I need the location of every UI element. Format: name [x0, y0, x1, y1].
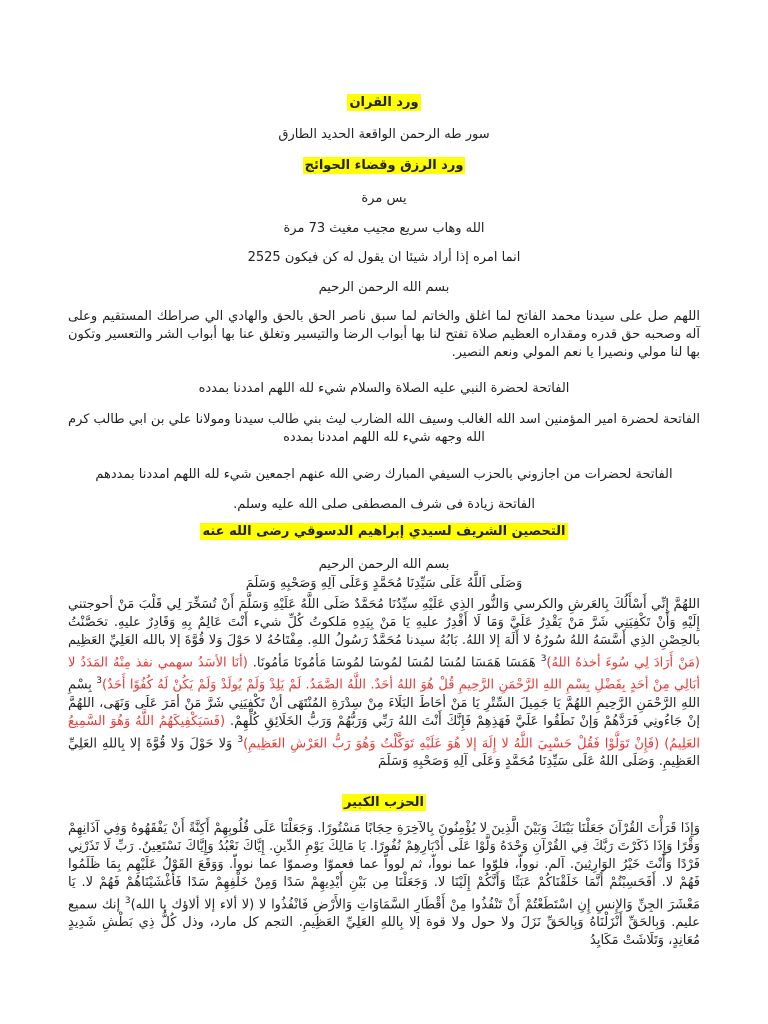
footnote-marker: 3	[96, 676, 102, 687]
salat-fatih-paragraph: اللهم صل على سيدنا محمد الفاتح لما اغلق والخاتم لما سبق ناصر الحق بالحق والهادي الي صراطك المستقيم وعلى آله وصحبه حق قدره ومقداره العظيم صلاة تفتح لنا بها أبواب الرضا والتيسير وتغلق عنا بها أبواب الشر والتعسير وتكون بها لنا مولي ونصيرا يا نعم المولي ونعم النصير.	[68, 309, 700, 360]
footnote-marker: 3	[124, 896, 131, 906]
heading-wird-quran: ورد القران	[349, 95, 419, 110]
hizb-text-2: إنك سميع عليم. وَبِالحَقِّ أَنْزَلْنَاهُ وَبِالحَقِّ نَزَلَ ولا حول ولا قوة إلا بِاللهِ العَلِيِّ العَظِيمِ. التجم كل مارد، وذل كُلُّ ذِي بَطْشِ شَدِيدٍ مُعَانِدٍ، وَتَلَاشَتْ مَكَايِدُ	[68, 897, 700, 949]
names-line: الله وهاب سريع مجيب مغيث 73 مرة	[283, 221, 485, 236]
tahseen-red-1: (مَنْ أَرَادَ لِي سُوءَ أخذهُ اللهُ)	[546, 655, 700, 671]
innama-line: انما امره إذا أراد شيئا ان يقول له كن فيكون 2525	[247, 250, 521, 265]
heading-hizb-kabir: الحزب الكبير	[344, 795, 424, 810]
yasin-line: يس مرة	[361, 191, 407, 206]
tahseen-paragraph	[68, 596, 700, 769]
fatiha-sharaf-line: الفاتحة زيادة فى شرف المصطفى صلى الله عليه وسلم.	[233, 497, 535, 512]
hizb-text-1: وَإِذَا قَرَأْتَ القُرْآنَ جَعَلْنَا بَيْنَكَ وَبَيْنَ الَّذِينَ لا يُؤْمِنُونَ بِالآخِرَةِ حِجَابًا مَسْتُورًا. وَجَعَلْنَا عَلَى قُلُوبِهِمْ أَكِنَّةً أَنْ يَفْقَهُوهُ وَفِي آذَانِهِمْ وَقْرًا وَإِذَا ذَكَرْتَ رَبَّكَ فِي القُرْآنِ وَحْدَهُ وَلَّوْا عَلَى أَدْبَارِهِمْ نُفُورًا. يَا مَالِكَ يَوْمِ الدِّينِ. إِيَّاكَ نَعْبُدُ وَإِيَّاكَ نَسْتَعِينُ. رَبِّ لَا تَذَرْنِي فَرْدًا وَأَنْتَ خَيْرُ الوَارِثِينَ. آلم. نوواّ، فلوّوا عما نوواّ، ثم لوواّ عما فعموّا وصموّا عما نوواّ. وَوَقَعَ القَوْلُ عَلَيْهِم بِمَا ظَلَمُوا فَهُمْ لا. أَفَحَسِبْتُمْ أَنَّمَا خَلَقْنَاكُمْ عَبَثًا وَأَنَّكُمْ إِلَيْنَا لا. وَجَعَلْنَا مِن بَيْنِ أَيْدِيهِمْ سَدًا وَمِنْ خَلْفِهِمْ سَدًا فَأَغْشَيْنَاهُمْ فَهُمْ لا. يَا مَعْشَرَ الجِنِّ وَالإِنسِ إِنِ اسْتَطَعْتُمْ أَنْ تَنْفُذُوا مِنْ أَقْطَارِ السَّمَاوَاتِ وَالأَرْضِ فَانْفُذُوا لا (لا ألاء إلا ألاؤك يا الله)	[68, 821, 700, 913]
heading-wird-rizq: ورد الرزق وقضاء الحوائج	[304, 158, 464, 173]
footnote-marker: 3	[237, 734, 244, 745]
wird-quran-text: سور طه الرحمن الواقعة الحديد الطارق	[278, 127, 490, 142]
tahseen-basmala: بسم الله الرحمن الرحيم	[318, 557, 450, 572]
footnote-marker: 3	[540, 654, 547, 664]
fatiha-ali-paragraph: الفاتحة لحضرة امير المؤمنين اسد الله الغالب وسيف الله الضارب ليث بني طالب سيدنا ومولانا علي بن ابي طالب كرم الله وجهه شيء لله اللهم امددنا بمدده	[68, 412, 700, 445]
tahseen-text-3: بِسْمِ اللهِ الرَّحْمَنِ الرَّحِيمِ اللهُمَّ يَا جَمِيلَ السِّتْرِ يَا مَنْ أحَاطَ البَلَاءَ مِنْ سِدْرَةِ المُنْتَهَى أنْ تَكْفِيَنِي شَرَّ مَنْ أمَرَ عَلَى وَنَهَى، اللهُمَّ إنْ جَاءُونِي فَرَدَّهُمْ وَإنْ نَطَقُوا عَلَيَّ فَهَذِهِمْ فَإِنَّكَ أَنْتَ اللهُ رَبِّي وَرَبُّهُمْ وَرَبُّ الخَلَائِقِ كُلِّهِمْ.	[68, 677, 700, 729]
tahseen-text-4: وَلا حَوْلَ وَلا قُوَّةَ إلا بِاللهِ العَلِيِّ العَظِيمِ. وَصَلَى اللهُ عَلَى سَيِّدِنَا مُحَمَّدٍ وَعَلَى آلِهِ وَصَحْبِهِ وَسَلَمَ	[68, 735, 700, 769]
tahseen-text-1: اللهُمَّ إِنِّي أَسْأَلُكَ بِالعَرشِ والكرسي وَالنُّور الذِي عَلَيْهِ سيِّدُنَا مُحَمَّدٌ صَلَى اللَّهُ عَلَيْهِ وَسَلَّمَ أَنْ تُسَخِّرَ لِي قَلْبَ مَنْ أحوجتني إِلَيْهِ وَأَنْ تَكْفِيَنِي شَرَّ مَنْ يَقْدِرُ عَلَيَّ وَمَا لَا أَقْدِرُ عليهِ يَا مَنْ بِيَدِهِ مَلكوتُ كُلِّ شيء أَنْتَ عَالِمٌ بِهِ وَقَادِرٌ عليهِ. تحَصَّنْتُ بالحِصْنِ الذِي أَسَّسَهُ اللهُ سُورُهُ لا أَلَهَ إلا اللهُ. بَابُهُ سيدنا مُحَمَّدٌ رَسُولُ اللهِ. مِفْتَاحُهُ لا حَوْلَ وَلا قُوَّةَ إلا بالله العَلِيِّ العَظِيم	[68, 597, 700, 648]
heading-tahseen: التحصين الشريف لسيدي إبراهيم الدسوقي رضى الله عنه	[202, 524, 566, 539]
tahseen-red-3: (فَسَيَكْفِيكَهُمُ اللَّهُ وَهُوَ السَّمِيعُ العَلِيمُ) (فَإِنْ تَوَلَّوْا فَقُلْ حَسْبِيَ اللَّهُ لا إِلَهَ إلا هُوَ عَلَيْهِ تَوَكَّلْتُ وَهُوَ رَبُّ العَرْشِ العَظِيمِ)	[68, 713, 700, 751]
tahseen-red-2: (أنَا الأسَدُ سهمي نفذ مِنْهُ المَدَدُ لا أبَالِي مِنْ أحَدٍ بِفَضْلِ بِسْمِ اللهِ الرَّحْمَنِ الرَّحِيمِ قُلْ هُوَ اللهُ أحَدٌ. اللَّهُ الصَّمَدُ. لَمْ يَلِدْ وَلَمْ يُولَدْ وَلَمْ يَكُنْ لَهُ كُفُوًا أَحَدٌ)	[68, 655, 700, 693]
fatiha-ijaza-line: الفاتحة لحضرات من اجازوني بالحزب السيفي المبارك رضي الله عنهم اجمعين شيء لله اللهم امددنا بمددهم	[95, 467, 673, 482]
tahseen-salat: وَصَلَى اَللَّهُ عَلَى سَيِّدِنَا مُحَمَّدٍ وَعَلَى آلِهِ وَصَحْبِهِ وَسَلَمَ	[245, 576, 523, 591]
basmala-line: بسم الله الرحمن الرحيم	[318, 280, 450, 295]
fatiha-nabi-line: الفاتحة لحضرة النبي عليه الصلاة والسلام شيء لله اللهم امددنا بمدده	[198, 381, 570, 396]
hizb-paragraph	[68, 820, 700, 949]
tahseen-text-2: هَمَسَا هَمَسَا لمُسَا لمُسَا لمُوسَا لمُوسَا مَأمُونَا مَأمُونَا.	[252, 655, 536, 671]
